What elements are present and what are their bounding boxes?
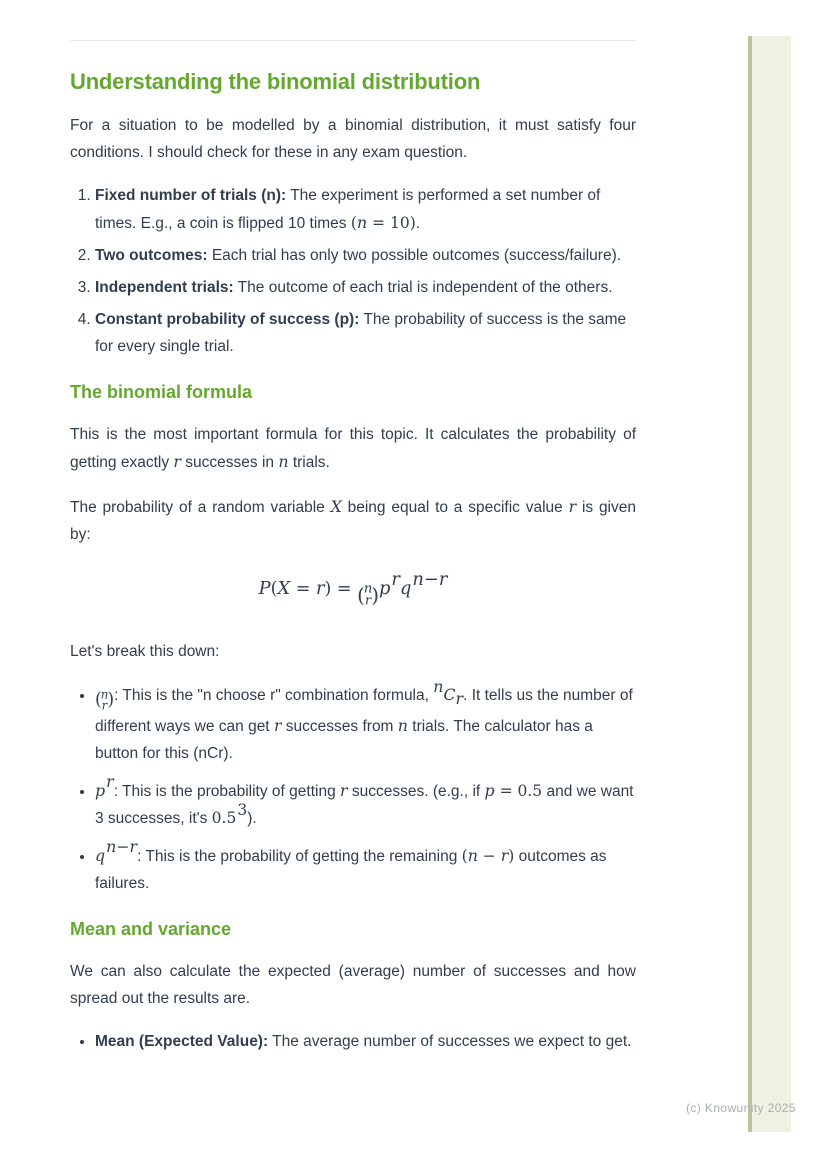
rich-segment: • ( — [95, 690, 102, 711]
mean-variance-list — [70, 1028, 636, 1055]
rich-segment: r — [500, 845, 509, 865]
rich-segment: n — [467, 845, 478, 865]
breakdown-intro-paragraph: Let's break this down: — [70, 642, 220, 660]
rich-segment: r — [364, 593, 372, 609]
rich-segment: n−r — [106, 837, 138, 857]
formula-context-paragraph: The probability of a random variable X being equal to a specific value r is given by: — [70, 497, 636, 543]
rich-segment: = 0.5 — [494, 781, 543, 800]
section-heading-mean-variance: Mean and variance — [70, 918, 232, 939]
condition-item-3: 3. Independent trials: The outcome of each trial is independent of the others. — [95, 274, 636, 301]
rich-segment: n — [278, 452, 289, 471]
rich-segment: P — [258, 578, 271, 599]
rich-segment — [357, 580, 379, 609]
intro-paragraph: For a situation to be modelled by a binomial distribution, it must satisfy four conditions. I should check for these in any exam question. — [70, 117, 636, 161]
rich-segment: r — [316, 578, 325, 599]
rich-segment — [433, 676, 464, 709]
rich-segment: Two outcomes: — [95, 247, 208, 264]
rich-segment — [95, 687, 115, 713]
rich-segment: 3 — [237, 800, 248, 819]
rich-segment: ( — [350, 214, 357, 232]
breakdown-item-p: • $p^r$: This is the probability of getting r successes. (e.g., if p = 0.5 and we want 3 successes, it's $0.5^3$). — [95, 777, 636, 832]
rich-segment: = — [290, 579, 316, 599]
binomial-formula — [70, 568, 636, 609]
rich-segment: ( — [357, 583, 365, 607]
condition-item-1: 1. Fixed number of trials (n): The experiment is performed a set number of times. E.g., a coin is flipped 10 times (n = 10). — [95, 182, 636, 237]
rich-segment: − — [477, 846, 501, 865]
rich-segment: X — [277, 578, 291, 599]
rich-segment: p — [484, 780, 495, 800]
rich-segment: ( — [461, 846, 468, 865]
rich-segment: p — [378, 578, 391, 599]
document-content — [70, 0, 636, 1065]
rich-segment: r — [568, 497, 577, 516]
rich-segment: Fixed number of trials (n): — [95, 187, 287, 204]
rich-segment: n — [397, 715, 408, 735]
rich-segment: n−r — [412, 568, 448, 590]
rich-segment: ) — [508, 846, 515, 865]
rich-segment: p — [95, 780, 106, 800]
rich-segment — [211, 800, 248, 827]
rich-segment: r — [173, 452, 181, 471]
mean-item: • Mean (Expected Value): The average number of successes we expect to get. — [95, 1028, 636, 1055]
condition-item-4: 4. Constant probability of success (p): The probability of success is the same for every single trial. — [95, 306, 636, 360]
rich-segment — [399, 568, 448, 599]
breakdown-item-q: • $q^{n-r}$: This is the probability of getting the remaining (n − r) outcomes as failures. — [95, 842, 636, 897]
conditions-list — [70, 182, 636, 360]
rich-segment: r — [391, 568, 400, 590]
rich-segment: C — [443, 684, 456, 704]
rich-segment: n — [356, 213, 368, 232]
rich-segment: n — [363, 580, 373, 596]
mean-variance-paragraph: We can also calculate the expected (average) number of successes and how spread out the results are. — [70, 962, 636, 1007]
rich-segment: 0.5 — [211, 808, 237, 827]
rich-segment: q — [95, 845, 106, 865]
rich-segment — [100, 687, 109, 713]
rich-segment: n — [100, 687, 109, 702]
rich-segment: Mean (Expected Value): — [95, 1032, 269, 1050]
page-title: Understanding the binomial distribution — [70, 69, 481, 94]
rich-segment: X — [330, 497, 342, 516]
rich-segment: r — [340, 780, 348, 800]
page-edge-ribbon — [748, 36, 791, 1132]
condition-item-2: 2. Two outcomes: Each trial has only two possible outcomes (success/failure). — [95, 242, 636, 269]
rich-segment: ( — [270, 579, 278, 599]
rich-segment — [363, 580, 373, 609]
rich-segment — [95, 837, 138, 865]
top-divider — [70, 40, 636, 41]
rich-segment: n — [433, 676, 444, 696]
rich-segment: r — [101, 698, 108, 713]
breakdown-item-ncr: • ( n r ) : This is the "n choose r" combination formula, $^nC_r$. It tells us the number of different ways we can get r successes from n trials. The calculator has a button for this (nCr). — [95, 681, 636, 767]
rich-segment: Constant probability of success (p): — [95, 311, 360, 328]
rich-segment: ) — [107, 690, 115, 711]
rich-segment: q — [399, 578, 412, 599]
rich-segment: r — [273, 715, 282, 735]
rich-segment: ) — [371, 583, 379, 607]
rich-segment — [378, 568, 400, 599]
section-heading-binomial-formula: The binomial formula — [70, 382, 253, 402]
formula-intro-paragraph: This is the most important formula for this topic. It calculates the probability of getting exactly r successes in n trials. — [70, 426, 636, 471]
rich-segment: ) = — [324, 579, 358, 599]
rich-segment: r — [106, 772, 114, 792]
breakdown-list — [70, 676, 636, 897]
watermark: (c) Knowunity 2025 — [686, 1101, 796, 1115]
rich-segment: = 10) — [367, 214, 416, 232]
rich-segment: r — [455, 689, 464, 709]
rich-segment — [95, 772, 114, 800]
rich-segment: Independent trials: — [95, 279, 234, 296]
